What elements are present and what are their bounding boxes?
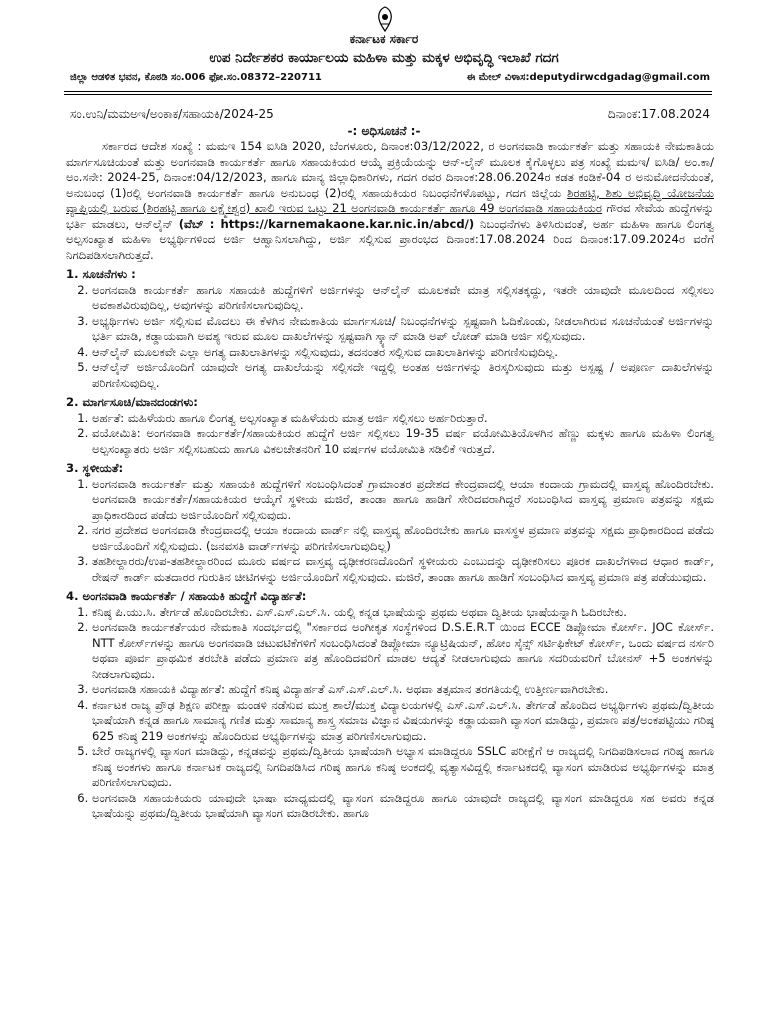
website-link[interactable]: (ವೆಬ್ : https://karnemakaone.kar.nic.in/abcd/) — [178, 216, 475, 231]
list-item: 1. ಅರ್ಹತೆ: ಮಹಿಳೆಯರು ಹಾಗೂ ಲಿಂಗತ್ವ ಅಲ್ಪಸಂಖ್ಯಾತ ಮಹಿಳೆಯರು ಮಾತ್ರ ಅರ್ಜಿ ಸಲ್ಲಿಸಲು ಅರ್ಹರಿರುತ್ತಾರೆ. — [92, 411, 714, 427]
section-title: 2. ಮಾರ್ಗಸೂಚಿ/ಮಾನದಂಡಗಳು: — [66, 395, 198, 409]
list-item: 1. ಕನಿಷ್ಠ ಪಿ.ಯು.ಸಿ. ತೇರ್ಗಡೆ ಹೊಂದಿರಬೇಕು. ಎಸ್.ಎಸ್.ಎಲ್.ಸಿ. ಯಲ್ಲಿ ಕನ್ನಡ ಭಾಷೆಯನ್ನು ಪ್ರಥಮ ಅಥವಾ ದ್ವಿತೀಯ ಭಾಷೆಯನ್ನಾಗಿ ಓದಿರಬೇಕು. — [92, 605, 714, 621]
section-list — [66, 605, 714, 822]
list-item: 2. ಅಂಗನವಾಡಿ ಕಾರ್ಯಕರ್ತೆ ಹಾಗೂ ಸಹಾಯಕಿ ಹುದ್ದೆಗಳಿಗೆ ಅರ್ಜಿಗಳನ್ನು ಆನ್‌ಲೈನ್ ಮೂಲಕವೇ ಮಾತ್ರ ಸಲ್ಲಿಸತಕ್ಕದ್ದು, ಇತರೇ ಯಾವುದೇ ಮೂಲದಿಂದ ಸಲ್ಲಿಸಲು ಅವಕಾಶವಿರುವುದಿಲ್ಲ, ಅವುಗಳನ್ನು ಪರಿಗಣಿಸಲಾಗುವುದಿಲ್ಲ. — [92, 283, 714, 314]
government-title: ಕರ್ನಾಟಕ ಸರ್ಕಾರ — [349, 32, 419, 46]
list-item: 3. ಅಂಗನವಾಡಿ ಸಹಾಯಕಿ ವಿದ್ಯಾರ್ಹತೆ: ಹುದ್ದೆಗೆ ಕನಿಷ್ಠ ವಿದ್ಯಾರ್ಹತೆ ಎಸ್.ಎಸ್.ಎಲ್.ಸಿ. ಅಥವಾ ತತ್ಸಮಾನ ತರಗತಿಯಲ್ಲಿ ಉತ್ತೀರ್ಣವಾಗಿರಬೇಕು. — [92, 682, 714, 698]
address-line — [70, 72, 710, 83]
list-item: 3. ಅಭ್ಯರ್ಥಿಗಳು ಅರ್ಜಿ ಸಲ್ಲಿಸುವ ಮೊದಲು ಈ ಕೆಳಗಿನ ನೇಮಕಾತಿಯ ಮಾರ್ಗಸೂಚಿ/ ನಿಬಂಧನೆಗಳನ್ನು ಸ್ಪಷ್ಟವಾಗಿ ಓದಿಕೊಂಡು, ನೀಡಲಾಗಿರುವ ಸೂಚನೆಯಂತೆ ಅರ್ಜಿಗಳನ್ನು ಭರ್ತಿ ಮಾಡಿ, ಕಡ್ಡಾಯವಾಗಿ ಅವಶ್ಯ ಇರುವ ಮೂಲ ದಾಖಲೆಗಳನ್ನು ಸ್ಪಷ್ಟವಾಗಿ ಸ್ಕ್ಯಾನ್ ಮಾಡಿ ಅಪ್ ಲೋಡ್ ಮಾಡಿ ಅರ್ಜಿ ಸಲ್ಲಿಸುವುದು. — [92, 314, 714, 345]
list-item: 2. ನಗರ ಪ್ರದೇಶದ ಅಂಗನವಾಡಿ ಕೇಂದ್ರವಾದಲ್ಲಿ ಆಯಾ ಕಂದಾಯ ವಾರ್ಡ್ ನಲ್ಲಿ ವಾಸ್ತವ್ಯ ಹೊಂದಿರಬೇಕು ಹಾಗೂ ವಾಸಸ್ಥಳ ಪ್ರಮಾಣ ಪತ್ರವನ್ನು ಸಕ್ಷಮ ಪ್ರಾಧಿಕಾರದಿಂದ ಪಡೆದು ಅರ್ಜಿಯೊಂದಿಗೆ ಸಲ್ಲಿಸುವುದು. (ಜನವಸತಿ ವಾರ್ಡ್‌ಗಳನ್ನು ಪರಿಗಣಿಸಲಾಗುವುದಿಲ್ಲ) — [92, 523, 714, 554]
notification-title: -: ಅಧಿಸೂಚನೆ :- — [347, 124, 421, 138]
list-item: 5. ಬೇರೆ ರಾಜ್ಯಗಳಲ್ಲಿ ವ್ಯಾಸಂಗ ಮಾಡಿದ್ದು, ಕನ್ನಡವನ್ನು ಪ್ರಥಮ/ದ್ವಿತೀಯ ಭಾಷೆಯಾಗಿ ಅಭ್ಯಾಸ ಮಾಡಿದ್ದರೂ SSLC ಪರೀಕ್ಷೆಗೆ ಆ ರಾಜ್ಯದಲ್ಲಿ ನಿಗದಿಪಡಿಸಲಾದ ಗರಿಷ್ಠ ಹಾಗೂ ಕನಿಷ್ಠ ಅಂಕಗಳು ಹಾಗೂ ಕರ್ನಾಟಕ ರಾಜ್ಯದಲ್ಲಿ ನಿಗದಿಪಡಿಸಿದ ಗರಿಷ್ಠ ಹಾಗೂ ಕನಿಷ್ಠ ಅಂಕದಲ್ಲಿ ವ್ಯತ್ಯಾಸವಿದ್ದಲ್ಲಿ ಕರ್ನಾಟಕದಲ್ಲಿ ವ್ಯಾಸಂಗ ಮಾಡಿರುವ ಅಭ್ಯರ್ಥಿಗಳನ್ನು ಮಾತ್ರ ಪರಿಗಣಿಸಲಾಗುವುದು. — [92, 744, 714, 791]
section-title: 3. ಸ್ಥಳೀಯತೆ: — [66, 461, 124, 475]
section-list — [66, 477, 714, 586]
section-title: 1. ಸೂಚನೆಗಳು : — [66, 267, 136, 281]
intro-paragraph: ಸರ್ಕಾರದ ಆದೇಶ ಸಂಖ್ಯೆ : ಮಮಇ 154 ಐಸಿಡಿ 2020, ಬೆಂಗಳೂರು, ದಿನಾಂಕ:03/12/2022, ರ ಅಂಗನವಾಡಿ ಕಾರ್ಯಕರ್ತೆ ಮತ್ತು ಸಹಾಯಕಿ ನೇಮಕಾತಿಯ ಮಾರ್ಗಸೂಚಿಯಂತೆ ಮತ್ತು ಅಂಗನವಾಡಿ ಕಾರ್ಯಕರ್ತೆ ಹಾಗೂ ಸಹಾಯಕಿಯರ ಆಯ್ಕೆ ಪ್ರಕ್ರಿಯೆಯನ್ನು ಆನ್-ಲೈನ್ ಮೂಲಕ ಕೈಗೊಳ್ಳಲು ಪತ್ರ ಸಂಖ್ಯೆ ಮಮಇ/ ಐಸಿಡಿ/ ಅಂ.ಕಾ/ ಅಂ.ಸನೇ: 2024-25, ದಿನಾಂಕ:04/12/2023, ಹಾಗೂ ಮಾನ್ಯ ಜಿಲ್ಲಾಧಿಕಾರಿಗಳು, ಗದಗ ರವರ ದಿನಾಂಕ:28.06.2024ರ ಕಡತ ಕಂಡಿಕೆ-04 ರ ಅನುಮೋದನೆಯಂತೆ, ಅನುಬಂಧ (1)ರಲ್ಲಿ ಅಂಗನವಾಡಿ ಕಾರ್ಯಕರ್ತೆ ಹಾಗೂ ಅನುಬಂಧ (2)ರಲ್ಲಿ ಸಹಾಯಕಿಯರ ನಿಬಂಧನೆಗಳೊಪಟ್ಟು, ಗದಗ ಜಿಲ್ಲೆಯ ಶಿರಹಟ್ಟಿ, ಶಿಶು ಅಭಿವೃದ್ಧಿ ಯೋಜನೆಯ ವ್ಯಾಪ್ತಿಯಲ್ಲಿ ಬರುವ (ಶಿರಹಟ್ಟಿ ಹಾಗೂ ಲಕ್ಷ್ಮೇಶ್ವರ) ಖಾಲಿ ಇರುವ ಒಟ್ಟು 21 ಅಂಗನವಾಡಿ ಕಾರ್ಯಕರ್ತೆ ಹಾಗೂ 49 ಅಂಗನವಾಡಿ ಸಹಾಯಕಿಯರ ಗೌರವ ಸೇವೆಯ ಹುದ್ದೆಗಳನ್ನು ಭರ್ತಿ ಮಾಡಲು, ಆನ್‌ಲೈನ್ (ವೆಬ್ : https://karnemakaone.kar.nic.in/abcd/) ನಿಬಂಧನೆಗಳು ತಿಳಿಸಿರುವಂತೆ, ಅರ್ಹ ಮಹಿಳಾ ಹಾಗೂ ಲಿಂಗತ್ವ ಅಲ್ಪಸಂಖ್ಯಾತ ಮಹಿಳಾ ಅಭ್ಯರ್ಥಿಗಳಿಂದ ಅರ್ಜಿ ಆಹ್ವಾನಿಸಲಾಗಿದ್ದು, ಅರ್ಜಿ ಸಲ್ಲಿಸುವ ಪ್ರಾರಂಭದ ದಿನಾಂಕ:17.08.2024 ರಿಂದ ದಿನಾಂಕ:17.09.2024ರ ವರೆಗೆ ನಿಗದಿಪಡಿಸಲಾಗಿರುತ್ತದೆ. — [66, 139, 714, 262]
list-item: 3. ತಹಶೀಲ್ದಾರರು/ಉಪ-ತಹಶೀಲ್ದಾರರಿಂದ ಮೂರು ವರ್ಷದ ವಾಸ್ತವ್ಯ ದೃಢೀಕರಣದೊಂದಿಗೆ ಸ್ಥಳೀಯರು ಎಂಬುದನ್ನು ದೃಢೀಕರಿಸಲು ಪೂರಕ ದಾಖಲೆಗಳಾದ ಆಧಾರ ಕಾರ್ಡ್, ರೇಷನ್ ಕಾರ್ಡ್ ಮತದಾರರ ಗುರುತಿನ ಚೀಟಿಗಳನ್ನು ಅರ್ಜಿಯೊಂದಿಗೆ ಸಲ್ಲಿಸುವುದು. ಮಜಿರೆ, ತಾಂಡಾ ಹಾಗೂ ಹಾಡಿಗೆ ಸಂಬಂಧಿಸಿದ ವಾಸ್ತವ್ಯ ಪ್ರಮಾಣ ಪತ್ರ ಪಡೆಯುವುದು. — [92, 554, 714, 585]
section-list — [66, 283, 714, 392]
list-item: 4. ಕರ್ನಾಟಕ ರಾಜ್ಯ ಪ್ರೌಢ ಶಿಕ್ಷಣ ಪರೀಕ್ಷಾ ಮಂಡಳಿ ನಡೆಸುವ ಮುಕ್ತ ಶಾಲೆ/ಮುಕ್ತ ವಿದ್ಯಾಲಯಗಳಲ್ಲಿ ಎಸ್.ಎಸ್.ಎಲ್.ಸಿ. ತೇರ್ಗಡೆ ಹೊಂದಿದ ಅಭ್ಯರ್ಥಿಗಳು ಪ್ರಥಮ/ದ್ವಿತೀಯ ಭಾಷೆಯಾಗಿ ಕನ್ನಡ ಹಾಗೂ ಸಾಮಾನ್ಯ ಗಣಿತ ಮತ್ತು ಸಾಮಾನ್ಯ ಶಾಸ್ತ್ರ ಸಮಾಜ ವಿಜ್ಞಾನ ವಿಷಯಗಳನ್ನು ಕಡ್ಡಾಯವಾಗಿ ವ್ಯಾಸಂಗ ಮಾಡಿದ್ದು, ಪ್ರಮಾಣ ಪತ್ರ/ಅಂಕಪಟ್ಟಿಯು ಗರಿಷ್ಠ 625 ಕನಿಷ್ಠ 219 ಅಂಕಗಳನ್ನು ಹೊಂದಿರುವ ಅಭ್ಯರ್ಥಿಗಳನ್ನು ಮಾತ್ರ ಪರಿಗಣಿಸಲಾಗುವುದು. — [92, 698, 714, 745]
list-item: 1. ಅಂಗನವಾಡಿ ಕಾರ್ಯಕರ್ತೆ ಮತ್ತು ಸಹಾಯಕಿ ಹುದ್ದೆಗಳಿಗೆ ಸಂಬಂಧಿಸಿದಂತೆ ಗ್ರಾಮಾಂತರ ಪ್ರದೇಶದ ಕೇಂದ್ರವಾದಲ್ಲಿ ಆಯಾ ಕಂದಾಯ ಗ್ರಾಮದಲ್ಲಿ ವಾಸ್ತವ್ಯ ಹೊಂದಿರಬೇಕು. ಅಂಗನವಾಡಿ ಕಾರ್ಯಕರ್ತೆ/ಸಹಾಯಕಿಯರ ಆಯ್ಕೆಗೆ ಸ್ಥಳೀಯ ಮಜಿರೆ, ತಾಂಡಾ ಹಾಗೂ ಹಾಡಿಗೆ ಸೇರಿದವರಾಗಿದ್ದರೆ ಸಂಬಂಧಿಸಿದ ವಾಸ್ತವ್ಯ ಪ್ರಮಾಣ ಪತ್ರವನ್ನು ಸಕ್ಷಮ ಪ್ರಾಧಿಕಾರದಿಂದ ಪಡೆದು ಅರ್ಜಿಯೊಂದಿಗೆ ಸಲ್ಲಿಸುವುದು. — [92, 477, 714, 524]
section-list — [66, 411, 714, 458]
intro-underlined: ಶಿರಹಟ್ಟಿ, ಶಿಶು ಅಭಿವೃದ್ಧಿ ಯೋಜನೆಯ ವ್ಯಾಪ್ತಿಯಲ್ಲಿ ಬರುವ (ಶಿರಹಟ್ಟಿ ಹಾಗೂ ಲಕ್ಷ್ಮೇಶ್ವರ) ಖಾಲಿ ಇರುವ ಒಟ್ಟು 21 ಅಂಗನವಾಡಿ ಕಾರ್ಯಕರ್ತೆ ಹಾಗೂ 49 ಅಂಗನವಾಡಿ ಸಹಾಯಕಿಯರ — [66, 185, 714, 215]
office-email: ಈ ಮೇಲ್ ವಿಳಾಸ:deputydirwcdgadag@gmail.com — [466, 72, 710, 83]
reference-line — [70, 107, 710, 122]
header-divider-thin — [64, 94, 712, 95]
reference-number: ಸಂ.ಉನಿ/ಮಮಅಇ/ಅಂಕಾಕ/ಸಹಾಯಕಿ/2024-25 — [70, 107, 274, 121]
office-address: ಜಿಲ್ಲಾ ಆಡಳಿತ ಭವನ, ಕೊಠಡಿ ಸಂ.006 ಫೋ.ಸಂ.08372–220711 — [70, 72, 322, 83]
header-divider — [64, 91, 712, 92]
list-item: 2. ವಯೋಮಿತಿ: ಅಂಗನವಾಡಿ ಕಾರ್ಯಕರ್ತೆ/ಸಹಾಯಕಿಯರ ಹುದ್ದೆಗೆ ಅರ್ಜಿ ಸಲ್ಲಿಸಲು 19-35 ವರ್ಷ ವಯೋಮಿತಿಯೊಳಗಿನ ಹೆಣ್ಣು ಮಕ್ಕಳು ಹಾಗೂ ಮಹಿಳಾ ಲಿಂಗತ್ವ ಅಲ್ಪಸಂಖ್ಯಾತರು ಅರ್ಜಿ ಸಲ್ಲಿಸಬಹುದು ಹಾಗೂ ವಿಕಲಚೇತನರಿಗೆ 10 ವರ್ಷಗಳ ವಯೋಮಿತಿ ಸಡಿಲಿಕೆ ಇರುತ್ತದೆ. — [92, 426, 714, 457]
reference-date: ದಿನಾಂಕ:17.08.2024 — [607, 107, 710, 121]
office-title: ಉಪ ನಿರ್ದೇಶಕರ ಕಾರ್ಯಾಲಯ ಮಹಿಳಾ ಮತ್ತು ಮಕ್ಕಳ ಅಭಿವೃದ್ಧಿ ಇಲಾಖೆ ಗದಗ — [209, 50, 559, 66]
list-item: 6. ಅಂಗನವಾಡಿ ಸಹಾಯಕಿಯರು ಯಾವುದೇ ಭಾಷಾ ಮಾಧ್ಯಮದಲ್ಲಿ ವ್ಯಾಸಂಗ ಮಾಡಿದ್ದರೂ ಹಾಗೂ ಯಾವುದೇ ರಾಜ್ಯದಲ್ಲಿ ವ್ಯಾಸಂಗ ಮಾಡಿದ್ದರೂ ಸಹ ಅವರು ಕನ್ನಡ ಭಾಷೆಯನ್ನು ಪ್ರಥಮ/ದ್ವಿತೀಯ ಭಾಷೆಯಾಗಿ ವ್ಯಾಸಂಗ ಮಾಡಿರಬೇಕು. ಹಾಗೂ — [92, 791, 714, 822]
list-item: 2. ಅಂಗನವಾಡಿ ಕಾರ್ಯಕರ್ತೆಯರ ನೇಮಕಾತಿ ಸಂದರ್ಭದಲ್ಲಿ "ಸರ್ಕಾರದ ಅಂಗೀಕೃತ ಸಂಸ್ಥೆಗಳಿಂದ D.S.E.R.T ಯಿಂದ ECCE ಡಿಪ್ಲೋಮಾ ಕೋರ್ಸ್. JOC ಕೋರ್ಸ್. NTT ಕೋರ್ಸ್‌ಗಳನ್ನು ಹಾಗೂ ಅಂಗನವಾಡಿ ಚಟುವಟಿಕೆಗಳಿಗೆ ಸಂಬಂಧಿಸಿದಂತೆ ಡಿಪ್ಲೋಮಾ ನ್ಯೂಟ್ರಿಷಿಯನ್, ಹೋಂ ಸೈನ್ಸ್ ಸರ್ಟಿಫಿಕೇಟ್ ಕೋರ್ಸ್, ಒಂದು ವರ್ಷದ ನರ್ಸರಿ ಅಥವಾ ಪೂರ್ವ ಪ್ರಾಥಮಿಕ ತರಬೇತಿ ಪಡೆದು ಪ್ರಮಾಣ ಪತ್ರ ಹೊಂದಿದವರಿಗೆ ಮಾಡಲ ಆದ್ಯತೆ ನೀಡಲಾಗುವುದು ಹಾಗೂ ಸದರಿಯವರಿಗೆ ಬೋನಸ್ +5 ಅಂಕಗಳನ್ನು ನೀಡಲಾಗುವುದು. — [92, 620, 714, 682]
state-emblem-icon — [374, 6, 396, 32]
document-body — [66, 139, 714, 822]
section-title: 4. ಅಂಗನವಾಡಿ ಕಾರ್ಯಕರ್ತೆ / ಸಹಾಯಕಿ ಹುದ್ದೆಗೆ ವಿದ್ಯಾರ್ಹತೆ: — [66, 589, 307, 603]
list-item: 4. ಆನ್‌ಲೈನ್ ಮೂಲಕವೇ ಎಲ್ಲಾ ಅಗತ್ಯ ದಾಖಲಾತಿಗಳನ್ನು ಸಲ್ಲಿಸುವುದು, ತದನಂತರ ಸಲ್ಲಿಸುವ ದಾಖಲಾತಿಗಳನ್ನು ಪರಿಗಣಿಸುವುದಿಲ್ಲ. — [92, 345, 714, 361]
list-item: 5. ಆನ್‌ಲೈನ್ ಅರ್ಜಿಯೊಂದಿಗೆ ಯಾವುದೇ ಅಗತ್ಯ ದಾಖಲೆಯನ್ನು ಸಲ್ಲಿಸದೇ ಇದ್ದಲ್ಲಿ ಅಂತಹ ಅರ್ಜಿಗಳನ್ನು ತಿರಸ್ಕರಿಸುವುದು ಮತ್ತು ಅಸ್ಪಷ್ಟ / ಅಪೂರ್ಣ ದಾಖಲೆಗಳನ್ನು ಪರಿಗಣಿಸುವುದಿಲ್ಲ. — [92, 360, 714, 391]
